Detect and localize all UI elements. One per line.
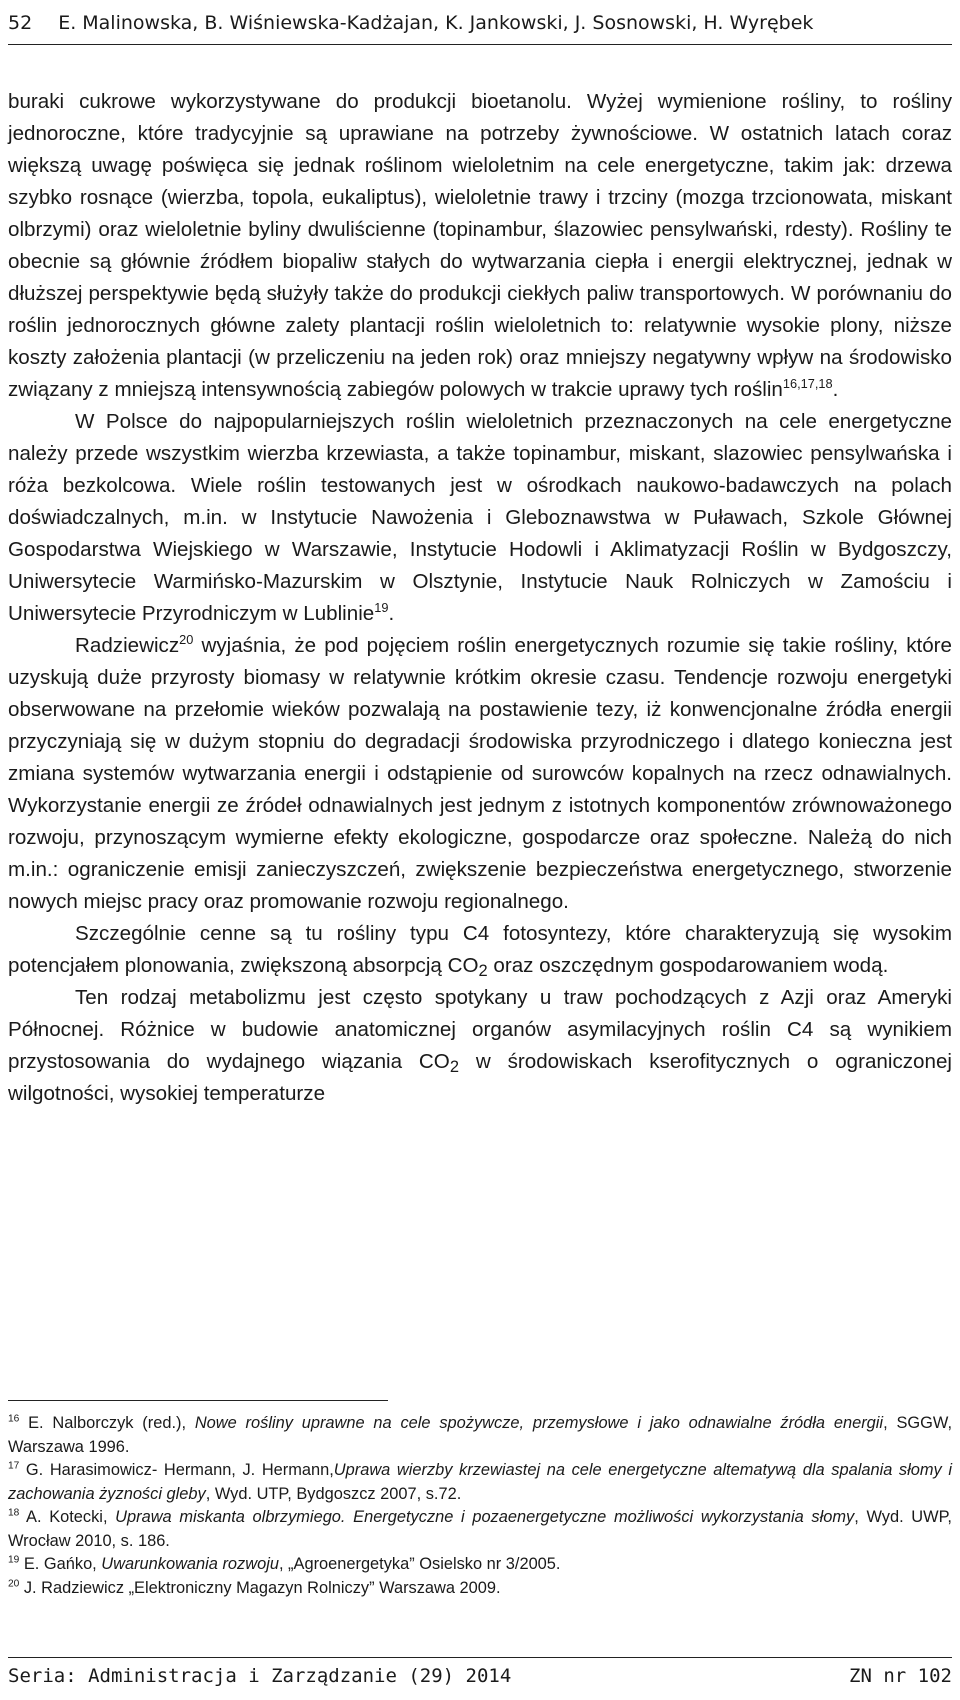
paragraph-4: Szczególnie cenne są tu rośliny typu C4 fotosyntezy, które charakteryzują się wysokim potencjałem plonowania, zwiększoną absorpcją $CO_2$ oraz oszczędnym gospodarowaniem wodą. [8, 922, 952, 981]
footnote: $^{20}$ J. Radziewicz „Elektroniczny Magazyn Rolniczy” Warszawa 2009. [8, 1578, 501, 1597]
footnote-ref: 20 [179, 632, 194, 648]
footer-divider [8, 1657, 952, 1658]
header-authors: E. Malinowska, B. Wiśniewska-Kadżajan, K. Jankowski, J. Sosnowski, H. Wyrębek [58, 12, 814, 34]
page-number: 52 [8, 12, 33, 34]
footnote: $^{17}$ G. Harasimowicz- Hermann, J. Hermann,Uprawa wierzby krzewiastej na cele energetyczne altematywą dla spalania słomy i zachowania żyzności gleby, Wyd. UTP, Bydgoszcz 2007, s.72. [8, 1460, 952, 1503]
footnote: $^{16}$ E. Nalborczyk (red.), Nowe rośliny uprawne na cele spożywcze, przemysłowe i jako odnawialne źródła energii, SGGW, Warszawa 1996. [8, 1413, 952, 1456]
footnote-ref: 19 [374, 600, 389, 616]
body-text [8, 86, 952, 1110]
footnote-divider [8, 1400, 388, 1401]
footnote: $^{18}$ A. Kotecki, Uprawa miskanta olbrzymiego. Energetyczne i pozaenergetyczne możliwości wykorzystania słomy, Wyd. UWP, Wrocław 2010, s. 186. [8, 1507, 952, 1550]
paragraph-2: W Polsce do najpopularniejszych roślin wieloletnich przeznaczonych na cele energetyczne należy przede wszystkim wierzba krzewiasta, a także topinambur, miskant, slazowiec pensylwańska i róża bezkolcowa. Wiele roślin testowanych jest w ośrodkach naukowo-badawczych na polach doświadczalnych, m.in. w Instytucie Nawożenia i Gleboznawstwa w Puławach, Szkole Głównej Gospodarstwa Wiejskiego w Warszawie, Instytucie Hodowli i Aklimatyzacji Roślin w Bydgoszczy, Uniwersytecie Warmińsko-Mazurskim w Olsztynie, Instytucie Nauk Rolniczych w Zamościu i Uniwersytecie Przyrodniczym w Lublinie$^{19}$. [8, 410, 952, 625]
footnote: $^{19}$ E. Gańko, Uwarunkowania rozwoju, „Agroenergetyka” Osielsko nr 3/2005. [8, 1554, 561, 1573]
footnote-ref: 16,17,18 [782, 376, 833, 392]
paragraph-5: Ten rodzaj metabolizmu jest często spotykany u traw pochodzących z Azji oraz Ameryki Północnej. Różnice w budowie anatomicznej organów asymilacyjnych roślin C4 są wynikiem przystosowania do wydajnego wiązania $CO_2$ w środowiskach kserofitycznych o ograniczonej wilgotności, wysokiej temperaturze [8, 986, 952, 1105]
paragraph-3: Radziewicz$^{20}$ wyjaśnia, że pod pojęciem roślin energetycznych rozumie się takie rośliny, które uzyskują duże przyrosty biomasy w relatywnie krótkim okresie czasu. Tendencje rozwoju energetyki obserwowane na przełomie wieków pozwalają na postawienie tezy, iż konwencjonalne źródła energii przyczyniają się w dużym stopniu do degradacji środowiska przyrodniczego i dlatego konieczna jest zmiana systemów wytwarzania energii i odstąpienie od surowców kopalnych na rzecz odnawialnych. Wykorzystanie energii ze źródeł odnawialnych jest jednym z istotnych komponentów zrównoważonego rozwoju, przynoszącym wymierne efekty ekologiczne, gospodarcze oraz społeczne. Należą do nich m.in.: ograniczenie emisji zanieczyszczeń, zwiększenie bezpieczeństwa energetycznego, stworzenie nowych miejsc pracy oraz promowanie rozwoju regionalnego. [8, 632, 952, 913]
running-header [8, 8, 952, 42]
issue-number: ZN nr 102 [849, 1665, 952, 1687]
footnotes [8, 1412, 952, 1600]
paragraph-1: buraki cukrowe wykorzystywane do produkcji bioetanolu. Wyżej wymienione rośliny, to rośliny jednoroczne, które tradycyjnie są uprawiane na potrzeby żywnościowe. W ostatnich latach coraz większą uwagę poświęca się jednak roślinom wieloletnim na cele energetyczne, takim jak: drzewa szybko rosnące (wierzba, topola, eukaliptus), wieloletnie trawy i trzciny (mozga trzcionowata, miskant olbrzymi) oraz wieloletnie byliny dwuliścienne (topinambur, ślazowiec pensylwański, rdesty). Rośliny te obecnie są głównie źródłem biopaliw stałych do wytwarzania ciepła i energii elektrycznej, jednak w dłuższej perspektywie będą służyły także do produkcji ciekłych paliw transportowych. W porównaniu do roślin jednorocznych główne zalety plantacji roślin wieloletnich to: relatywnie wysokie plony, niższe koszty założenia plantacji (w przeliczeniu na jeden rok) oraz mniejszy negatywny wpływ na środowisko związany z mniejszą intensywnością zabiegów polowych w trakcie uprawy tych roślin$^{16,17,18}$. [8, 90, 952, 401]
series-name: Seria: Administracja i Zarządzanie (29) 2014 [8, 1665, 512, 1687]
header-divider [8, 44, 952, 45]
running-footer [8, 1662, 952, 1692]
